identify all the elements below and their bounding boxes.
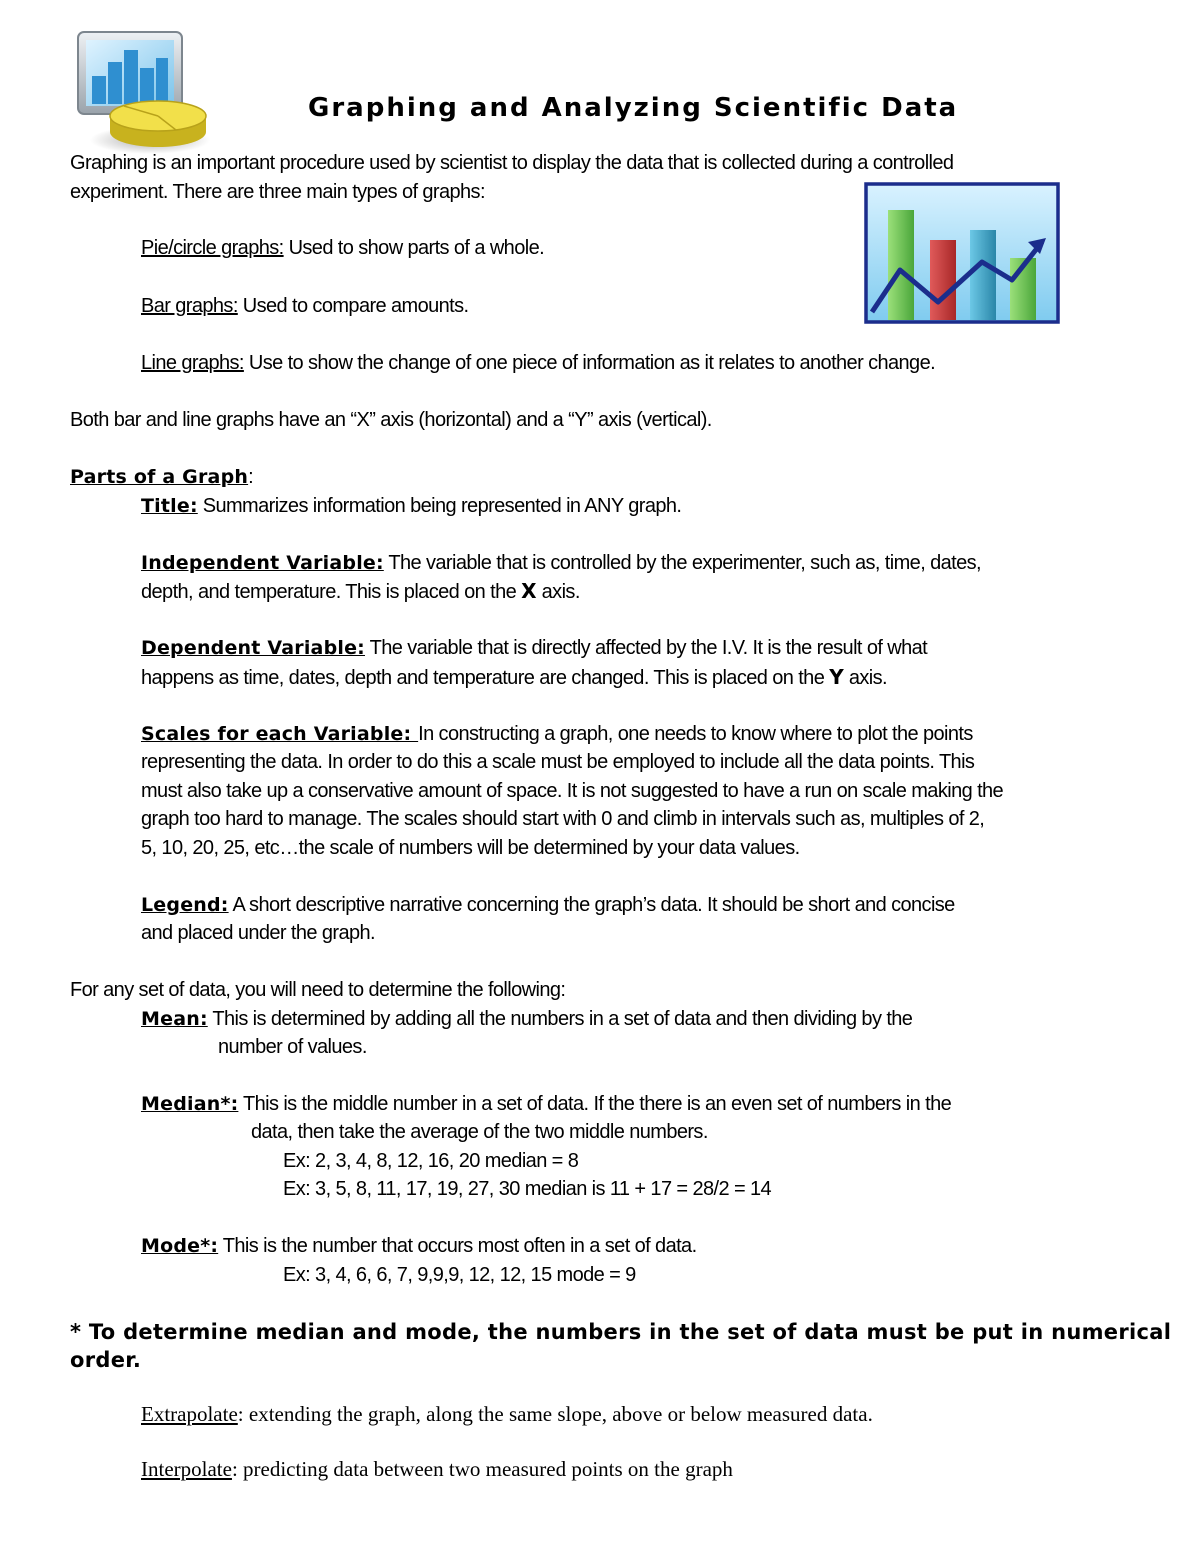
stat-mean-line-2: number of values. <box>218 1036 367 1058</box>
part-independent-line-2 <box>141 579 580 604</box>
determine-sentence: For any set of data, you will need to determine the following: <box>70 979 566 1001</box>
stat-label: Mean: <box>141 1008 208 1030</box>
part-dependent-line-2 <box>141 665 887 690</box>
term-text: : predicting data between two measured points on the graph <box>231 1457 733 1481</box>
part-label: Legend: <box>141 894 229 916</box>
stat-text: This is the middle number in a set of data. If the there is an even set of numbers in the <box>238 1093 952 1115</box>
term-label: Extrapolate <box>141 1402 238 1426</box>
term-label: Interpolate <box>141 1457 232 1481</box>
monitor-bar-chart-with-pie-icon <box>72 28 212 158</box>
axes-sentence: Both bar and line graphs have an “X” axis (horizontal) and a “Y” axis (vertical). <box>70 409 712 431</box>
part-legend-line-1 <box>141 893 955 917</box>
part-text: axis. <box>536 581 580 603</box>
part-scales-line-2: representing the data. In order to do this a scale must be employed to include all the data points. This <box>141 751 975 773</box>
stat-mode-line-1 <box>141 1234 697 1258</box>
intro-line-1: Graphing is an important procedure used by scientist to display the data that is collected during a controlled <box>70 152 954 174</box>
part-text: The variable that is controlled by the experimenter, such as, time, dates, <box>383 552 981 574</box>
graph-type-bar <box>141 294 468 318</box>
stat-text: This is determined by adding all the numbers in a set of data and then dividing by the <box>207 1008 913 1030</box>
part-text: axis. <box>843 667 887 689</box>
part-text: A short descriptive narrative concerning the graph’s data. It should be short and concise <box>228 894 955 916</box>
part-text: happens as time, dates, depth and temperature are changed. This is placed on the <box>141 667 830 689</box>
page-title: Graphing and Analyzing Scientific Data <box>308 93 959 124</box>
part-dependent-line-1 <box>141 636 927 660</box>
part-text: In constructing a graph, one needs to know where to plot the points <box>418 723 973 745</box>
part-label: Title: <box>141 495 198 517</box>
stat-label: Median*: <box>141 1093 239 1115</box>
parts-heading-label: Parts of a Graph <box>70 466 249 488</box>
part-label: Scales for each Variable: <box>141 723 419 745</box>
graph-type-text: Used to show parts of a whole. <box>283 237 545 259</box>
stat-text: This is the number that occurs most often in a set of data. <box>218 1235 697 1257</box>
term-text: : extending the graph, along the same slope, above or below measured data. <box>237 1402 873 1426</box>
axis-letter: X <box>521 579 537 603</box>
stat-mode-example-1: Ex: 3, 4, 6, 6, 7, 9,9,9, 12, 12, 15 mode = 9 <box>283 1264 636 1286</box>
axis-letter: Y <box>829 665 844 689</box>
part-scales-line-3: must also take up a conservative amount of space. It is not suggested to have a run on scale making the <box>141 780 1004 802</box>
parts-heading <box>70 465 253 489</box>
graph-type-label: Bar graphs: <box>141 295 238 317</box>
part-legend-line-2: and placed under the graph. <box>141 922 375 944</box>
part-text: depth, and temperature. This is placed on the <box>141 581 522 603</box>
stat-median-line-2: data, then take the average of the two middle numbers. <box>251 1121 708 1143</box>
part-scales-line-1 <box>141 722 973 746</box>
graph-type-text: Used to compare amounts. <box>237 295 469 317</box>
part-text: Summarizes information being represented in ANY graph. <box>197 495 682 517</box>
part-title <box>141 494 681 518</box>
part-scales-line-5: 5, 10, 20, 25, etc…the scale of numbers will be determined by your data values. <box>141 837 800 859</box>
graph-type-pie <box>141 236 544 260</box>
part-label: Independent Variable: <box>141 552 384 574</box>
parts-heading-colon: : <box>248 466 254 488</box>
stat-label: Mode*: <box>141 1235 219 1257</box>
stat-median-example-2: Ex: 3, 5, 8, 11, 17, 19, 27, 30 median is 11 + 17 = 28/2 = 14 <box>283 1178 772 1200</box>
part-label: Dependent Variable: <box>141 637 365 659</box>
part-scales-line-4: graph too hard to manage. The scales should start with 0 and climb in intervals such as, multiples of 2, <box>141 808 985 830</box>
extrapolate-definition <box>141 1402 873 1426</box>
part-independent-line-1 <box>141 551 981 575</box>
stat-mean-line-1 <box>141 1007 912 1031</box>
graph-type-line <box>141 351 935 375</box>
ordering-note-line-2: order. <box>70 1348 142 1372</box>
interpolate-definition <box>141 1457 733 1481</box>
part-text: The variable that is directly affected by the I.V. It is the result of what <box>364 637 928 659</box>
graph-type-text: Use to show the change of one piece of information as it relates to another change. <box>243 352 936 374</box>
ordering-note-line-1: * To determine median and mode, the numbers in the set of data must be put in numerical <box>70 1320 1172 1344</box>
intro-line-2: experiment. There are three main types of graphs: <box>70 181 485 203</box>
stat-median-example-1: Ex: 2, 3, 4, 8, 12, 16, 20 median = 8 <box>283 1150 579 1172</box>
bar-line-chart-icon <box>864 182 1060 324</box>
stat-median-line-1 <box>141 1092 951 1116</box>
graph-type-label: Line graphs: <box>141 352 244 374</box>
graph-type-label: Pie/circle graphs: <box>141 237 284 259</box>
